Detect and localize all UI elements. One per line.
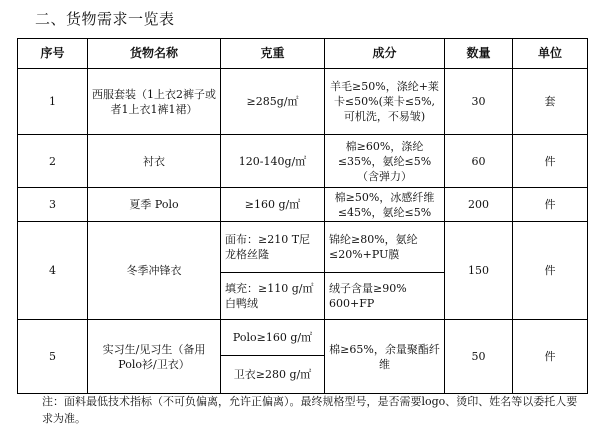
row-quantity: 30 [445, 69, 513, 135]
table-row [18, 135, 588, 188]
section-title: 二、货物需求一览表 [35, 10, 175, 28]
header-quantity: 数量 [445, 39, 513, 69]
row-weight-hoodie: 卫衣≥280 g/㎡ [221, 356, 325, 394]
row-goods-name: 实习生/见习生（备用Polo衫/卫衣） [88, 320, 221, 394]
row-weight-fabric: 面布：≥210 T尼龙格丝隆 [221, 222, 325, 273]
row-goods-name: 冬季冲锋衣 [88, 222, 221, 320]
row-composition: 棉≥60%，涤纶≤35%，氨纶≤5%（含弹力） [325, 135, 445, 188]
row-goods-name: 夏季 Polo [88, 188, 221, 222]
row-unit: 件 [513, 222, 588, 320]
row-goods-name: 西服套装（1上衣2裤子或者1上衣1裤1裙） [88, 69, 221, 135]
row-index: 3 [18, 188, 88, 222]
row-unit: 件 [513, 135, 588, 188]
row-composition-filling: 绒子含量≥90% 600+FP [325, 273, 445, 320]
row-unit: 套 [513, 69, 588, 135]
row-composition: 羊毛≥50%，涤纶+莱卡≤50%(莱卡≤5%,可机洗，不易皱) [325, 69, 445, 135]
row-quantity: 150 [445, 222, 513, 320]
row-unit: 件 [513, 188, 588, 222]
header-unit: 单位 [513, 39, 588, 69]
row-weight: 120-140g/㎡ [221, 135, 325, 188]
goods-requirements-table [17, 38, 588, 394]
row-quantity: 50 [445, 320, 513, 394]
header-index: 序号 [18, 39, 88, 69]
row-quantity: 200 [445, 188, 513, 222]
header-weight: 克重 [221, 39, 325, 69]
table-header-row [18, 39, 588, 69]
row-composition: 棉≥50%，冰感纤维≤45%，氨纶≤5% [325, 188, 445, 222]
row-index: 5 [18, 320, 88, 394]
footnote: 注：面料最低技术指标（不可负偏离，允许正偏离）。最终规格型号，是否需要logo、烫印、姓名等以委托人要求为准。 [42, 395, 578, 425]
row-goods-name: 衬衣 [88, 135, 221, 188]
header-goods-name: 货物名称 [88, 39, 221, 69]
row-index: 1 [18, 69, 88, 135]
table-row [18, 69, 588, 135]
row-index: 2 [18, 135, 88, 188]
row-weight: ≥160 g/㎡ [221, 188, 325, 222]
row-composition: 棉≥65%，余量聚酯纤维 [325, 320, 445, 394]
table-row [18, 188, 588, 222]
row-composition-fabric: 锦纶≥80%，氨纶≤20%+PU膜 [325, 222, 445, 273]
row-weight: ≥285g/㎡ [221, 69, 325, 135]
row-weight-filling: 填充：≥110 g/㎡白鸭绒 [221, 273, 325, 320]
row-unit: 件 [513, 320, 588, 394]
row-index: 4 [18, 222, 88, 320]
row-quantity: 60 [445, 135, 513, 188]
header-composition: 成分 [325, 39, 445, 69]
table-row [18, 320, 588, 356]
table-row [18, 222, 588, 273]
row-weight-polo: Polo≥160 g/㎡ [221, 320, 325, 356]
